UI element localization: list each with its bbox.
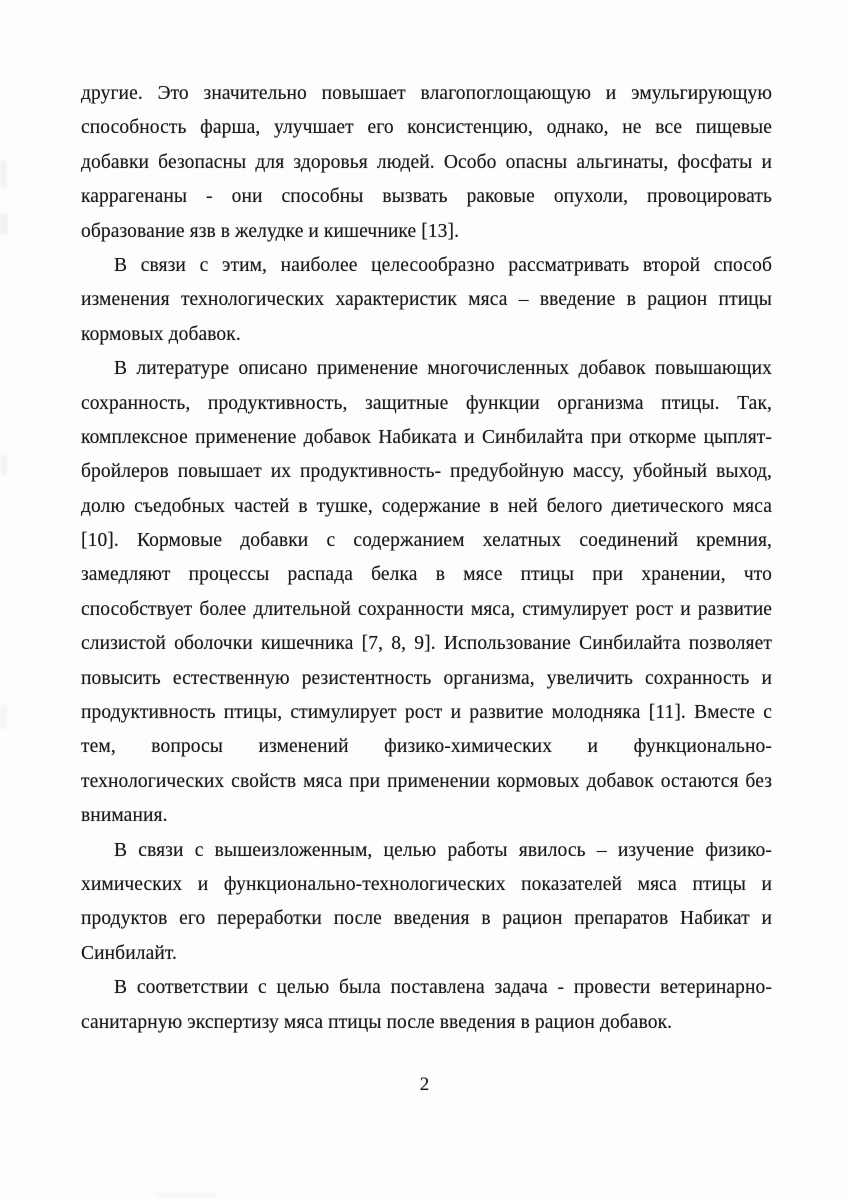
text-line: изменения технологических характеристик мяса – введение в рацион птицы (81, 289, 772, 311)
scan-artifact (1, 455, 7, 475)
text-line: комплексное применение добавок Набиката и Синбилайта при откорме цыплят- (81, 426, 772, 448)
paragraph (81, 352, 772, 833)
text-line: добавки безопасны для здоровья людей. Особо опасны альгинаты, фосфаты и (81, 151, 772, 173)
text-line: В связи с этим, наиболее целесообразно рассматривать второй способ (114, 254, 772, 276)
paragraph (81, 971, 772, 1040)
text-line: способность фарша, улучшает его консистенцию, однако, не все пищевые (81, 117, 772, 139)
paragraph (81, 249, 772, 352)
text-line: слизистой оболочки кишечника [7, 8, 9]. Использование Синбилайта позволяет (81, 633, 772, 655)
page-number: 2 (419, 1074, 430, 1095)
paragraph (81, 77, 772, 249)
text-line: бройлеров повышает их продуктивность- предубойную массу, убойный выход, (81, 461, 772, 483)
text-line: технологических свойств мяса при применении кормовых добавок остаются без (81, 770, 772, 792)
text-line: Синбилайт. (81, 942, 177, 964)
text-line: химических и функционально-технологических показателей мяса птицы и (81, 873, 772, 895)
text-line: В соответствии с целью была поставлена задача - провести ветеринарно- (114, 977, 772, 999)
text-line: повысить естественную резистентность организма, увеличить сохранность и (81, 667, 772, 689)
text-line: другие. Это значительно повышает влагопоглощающую и эмульгирующую (81, 83, 772, 104)
scan-artifact (0, 705, 7, 729)
scan-artifact (0, 160, 7, 188)
text-line: кормовых добавок. (81, 323, 241, 345)
text-line: [10]. Кормовые добавки с содержанием хелатных соединений кремния, (81, 530, 772, 552)
paragraph (81, 834, 772, 972)
scan-artifact (0, 213, 8, 235)
text-line: долю съедобных частей в тушке, содержание в ней белого диетического мяса (81, 495, 772, 517)
text-line: внимания. (81, 805, 168, 827)
text-line: образование язв в желудке и кишечнике [13]. (81, 220, 460, 242)
text-line: способствует более длительной сохранности мяса, стимулирует рост и развитие (81, 598, 772, 620)
text-line: замедляют процессы распада белка в мясе птицы при хранении, что (81, 564, 772, 586)
text-line: В литературе описано применение многочисленных добавок повышающих (114, 358, 772, 380)
scan-artifact (155, 1192, 215, 1198)
text-line: тем, вопросы изменений физико-химических и функционально- (81, 736, 772, 758)
document-text (81, 77, 772, 1040)
text-line: сохранность, продуктивность, защитные функции организма птицы. Так, (81, 392, 772, 414)
text-line: продуктивность птицы, стимулирует рост и развитие молодняка [11]. Вместе с (81, 702, 772, 724)
text-line: санитарную экспертизу мяса птицы после введения в рацион добавок. (81, 1011, 673, 1033)
text-line: каррагенаны - они способны вызвать раковые опухоли, провоцировать (81, 186, 772, 208)
text-line: продуктов его переработки после введения в рацион препаратов Набикат и (81, 908, 772, 930)
text-line: В связи с вышеизложенным, целью работы явилось – изучение физико- (114, 839, 772, 861)
